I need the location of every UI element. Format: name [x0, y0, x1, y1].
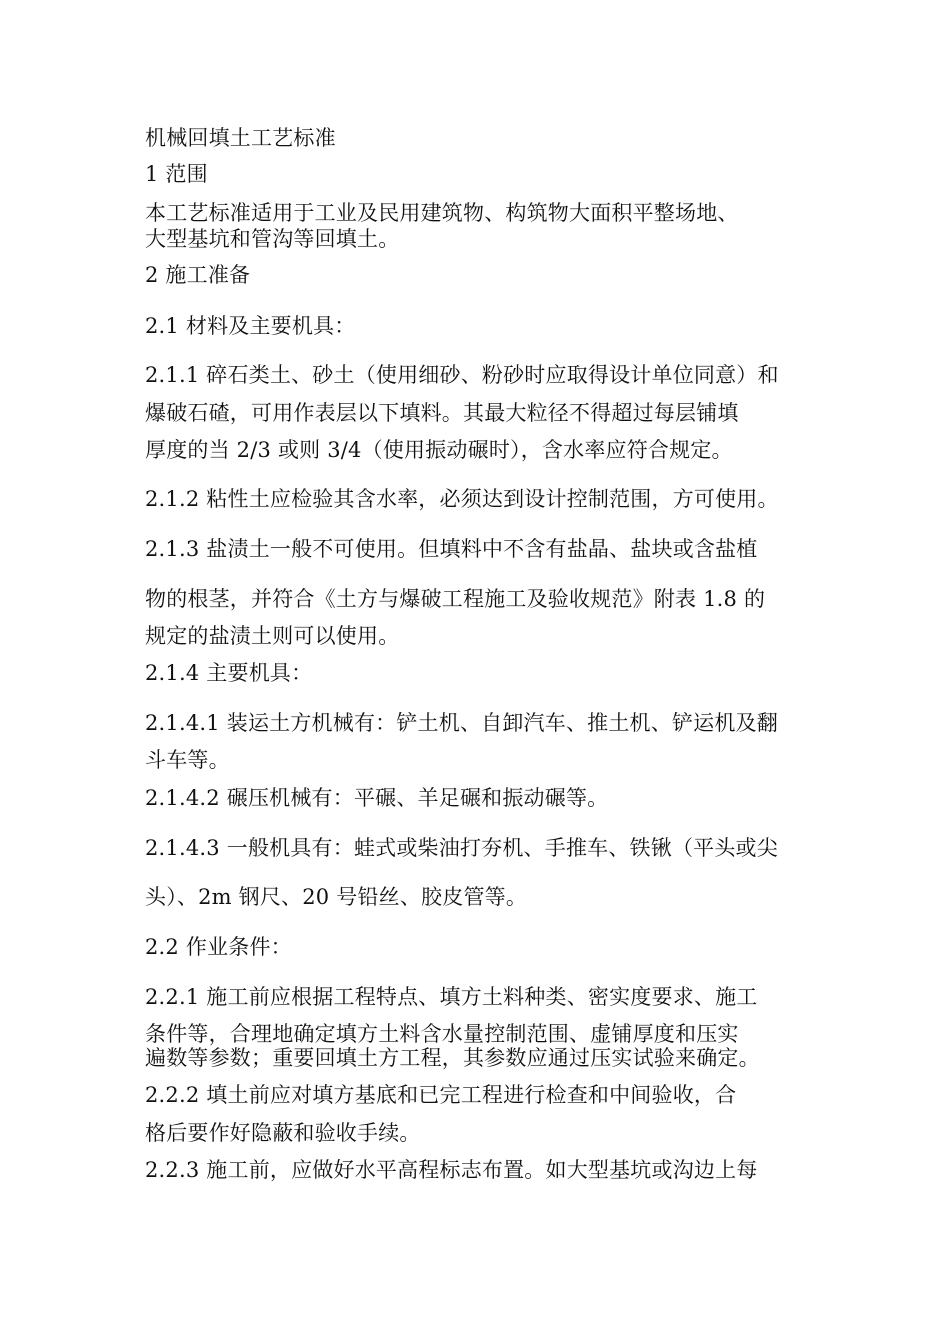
paragraph-line: 爆破石碴，可用作表层以下填料。其最大粒径不得超过每层铺填	[145, 401, 739, 425]
paragraph-line: 格后要作好隐蔽和验收手续。	[145, 1121, 421, 1145]
paragraph-line: 遍数等参数；重要回填土方工程，其参数应通过压实试验来确定。	[145, 1046, 760, 1070]
paragraph-line: 2.2.3 施工前，应做好水平高程标志布置。如大型基坑或沟边上每	[145, 1158, 758, 1182]
paragraph-line: 2.1.4.3 一般机具有：蛙式或柴油打夯机、手推车、铁锹（平头或尖	[145, 836, 778, 860]
paragraph-line: 2.1.4.1 装运土方机械有：铲土机、自卸汽车、推土机、铲运机及翻	[145, 711, 778, 735]
paragraph-line: 2.1.4.2 碾压机械有：平碾、羊足碾和振动碾等。	[145, 786, 609, 810]
subsection-heading: 2.1 材料及主要机具：	[145, 314, 356, 338]
paragraph-line: 2.1.1 碎石类土、砂土（使用细砂、粉砂时应取得设计单位同意）和	[145, 363, 779, 387]
paragraph-line: 2.2.1 施工前应根据工程特点、填方土料种类、密实度要求、施工	[145, 985, 758, 1009]
paragraph-line: 大型基坑和管沟等回填土。	[145, 227, 400, 251]
section-heading: 2 施工准备	[145, 263, 251, 287]
paragraph-line: 2.1.3 盐渍土一般不可使用。但填料中不含有盐晶、盐块或含盐植	[145, 537, 758, 561]
paragraph-line: 本工艺标准适用于工业及民用建筑物、构筑物大面积平整场地、	[145, 201, 739, 225]
document-title: 机械回填土工艺标准	[145, 126, 336, 150]
section-heading: 1 范围	[145, 162, 208, 186]
paragraph-line: 2.2.2 填土前应对填方基底和已完工程进行检查和中间验收，合	[145, 1083, 737, 1107]
paragraph-line: 2.1.2 粘性土应检验其含水率，必须达到设计控制范围，方可使用。	[145, 487, 779, 511]
paragraph-line: 斗车等。	[145, 748, 230, 772]
paragraph-line: 规定的盐渍土则可以使用。	[145, 624, 400, 648]
subsection-heading: 2.1.4 主要机具：	[145, 661, 313, 685]
paragraph-line: 物的根茎，并符合《土方与爆破工程施工及验收规范》附表 1.8 的	[145, 587, 766, 611]
subsection-heading: 2.2 作业条件：	[145, 935, 292, 959]
paragraph-line: 厚度的当 2/3 或则 3/4（使用振动碾时），含水率应符合规定。	[145, 438, 733, 462]
paragraph-line: 头）、2m 钢尺、20 号铅丝、胶皮管等。	[145, 885, 528, 909]
paragraph-line: 条件等，合理地确定填方土料含水量控制范围、虚铺厚度和压实	[145, 1022, 739, 1046]
